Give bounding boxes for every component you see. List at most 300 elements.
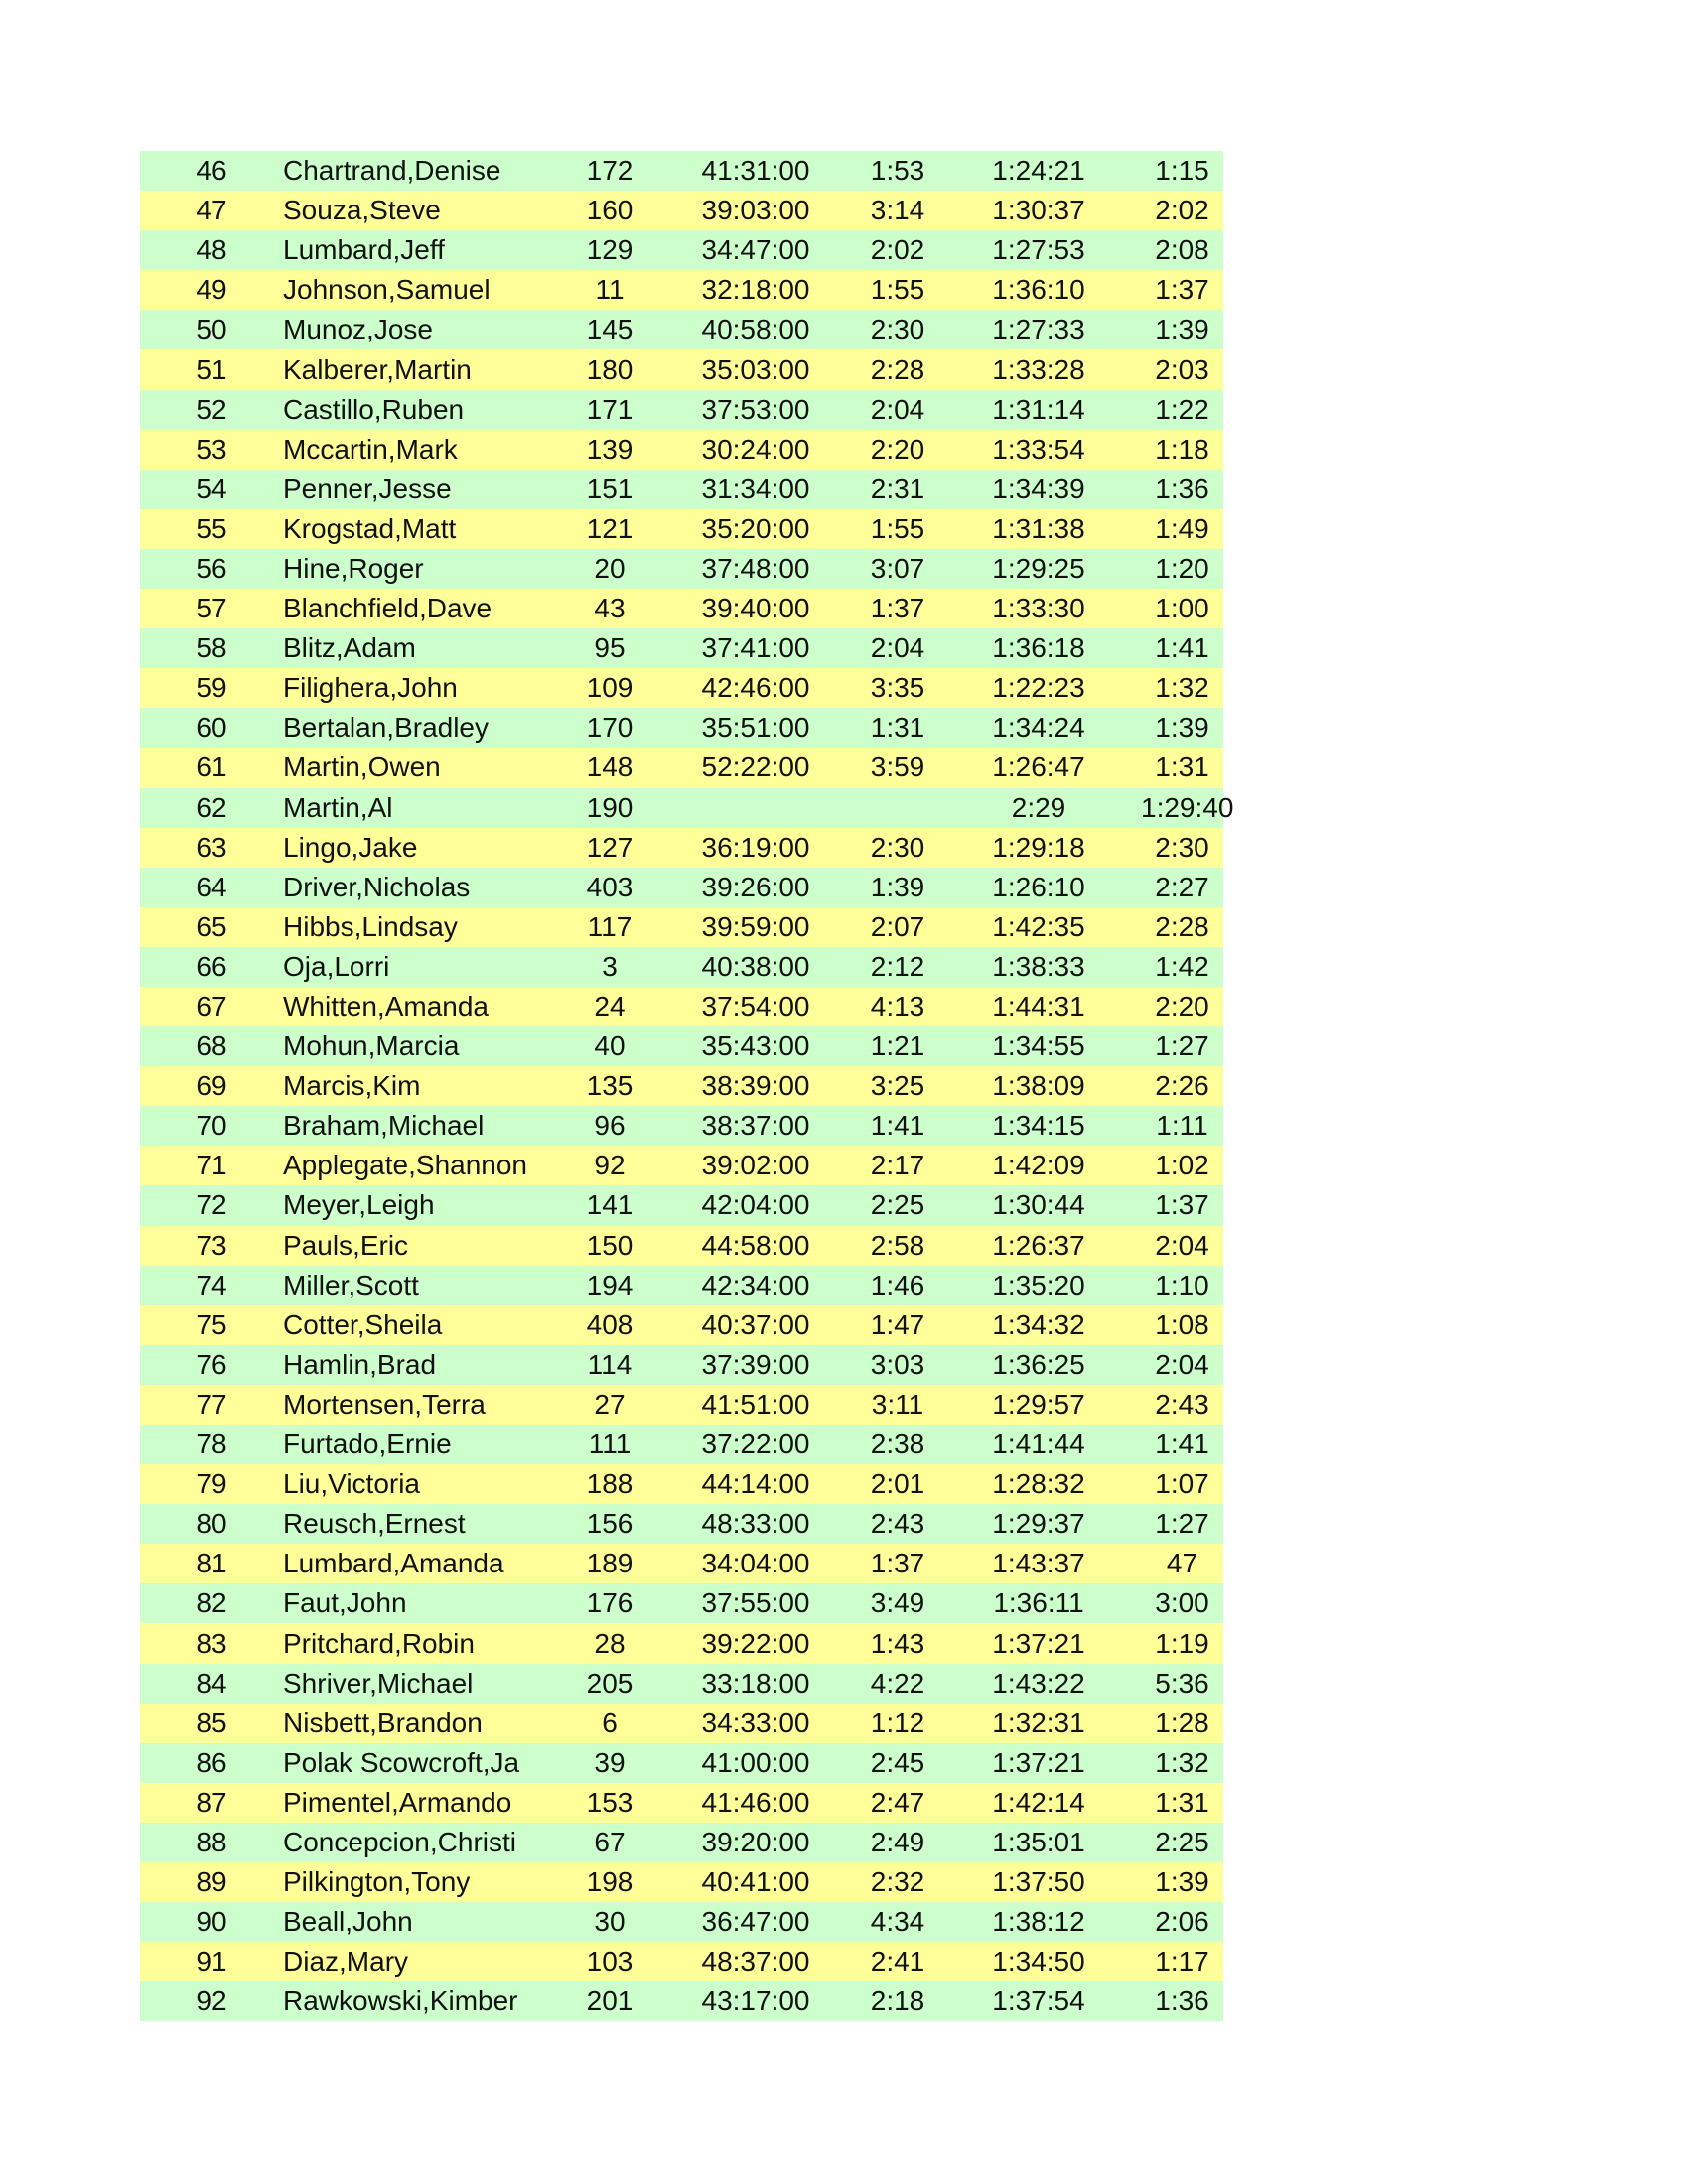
time-1-cell: 42:46:00 <box>701 672 810 704</box>
time-2-cell: 3:03 <box>870 1348 925 1380</box>
time-2-cell: 2:31 <box>870 473 925 504</box>
time-3-cell: 1:30:44 <box>992 1189 1085 1221</box>
time-3-cell: 1:43:22 <box>992 1667 1085 1699</box>
table-row <box>140 1743 1223 1783</box>
table-row <box>140 1942 1223 1981</box>
time-4-cell: 2:06 <box>1155 1906 1209 1938</box>
time-4-cell: 1:10 <box>1155 1269 1209 1300</box>
time-2-cell: 1:55 <box>870 274 925 306</box>
table-row <box>140 1583 1223 1623</box>
name-cell: Castillo,Ruben <box>283 393 465 425</box>
bib-cell: 96 <box>594 1110 626 1142</box>
time-4-cell: 1:27 <box>1155 1508 1209 1540</box>
time-1-cell: 35:43:00 <box>701 1030 810 1062</box>
time-3-cell: 1:36:10 <box>992 274 1085 306</box>
time-3-cell: 1:44:31 <box>992 991 1085 1023</box>
place-cell: 64 <box>196 871 227 902</box>
time-3-cell: 1:22:23 <box>992 672 1085 704</box>
time-4-cell: 2:04 <box>1155 1348 1209 1380</box>
name-cell: Mohun,Marcia <box>283 1030 460 1062</box>
place-cell: 47 <box>196 195 227 226</box>
name-cell: Mortensen,Terra <box>283 1388 486 1420</box>
place-cell: 82 <box>196 1587 227 1619</box>
table-row <box>140 1623 1223 1663</box>
time-4-cell: 1:11 <box>1156 1110 1208 1142</box>
bib-cell: 114 <box>587 1348 633 1380</box>
name-cell: Hamlin,Brad <box>283 1348 437 1380</box>
time-1-cell: 37:53:00 <box>701 393 810 425</box>
time-4-cell: 1:02 <box>1155 1150 1209 1181</box>
time-1-cell: 40:38:00 <box>701 950 810 982</box>
table-row <box>140 708 1223 748</box>
time-2-cell: 2:18 <box>870 1985 925 2017</box>
time-3-cell: 1:31:14 <box>992 393 1085 425</box>
table-row <box>140 1425 1223 1464</box>
table-row <box>140 1146 1223 1185</box>
bib-cell: 27 <box>594 1388 626 1420</box>
time-3-cell: 1:29:37 <box>992 1508 1085 1540</box>
time-1-cell: 32:18:00 <box>701 274 810 306</box>
name-cell: Martin,Al <box>283 791 393 823</box>
time-2-cell: 2:32 <box>870 1866 925 1898</box>
table-row <box>140 430 1223 470</box>
time-4-cell: 1:31 <box>1155 751 1209 783</box>
time-4-cell: 1:37 <box>1155 1189 1209 1221</box>
time-4-cell: 1:39 <box>1155 1866 1209 1898</box>
time-4-cell: 1:37 <box>1155 274 1209 306</box>
place-cell: 58 <box>196 632 227 664</box>
time-1-cell: 36:19:00 <box>701 831 810 863</box>
time-3-cell: 1:29:25 <box>992 552 1085 584</box>
bib-cell: 153 <box>586 1786 633 1818</box>
time-3-cell: 1:38:09 <box>992 1070 1085 1102</box>
time-2-cell: 1:12 <box>870 1706 925 1738</box>
name-cell: Concepcion,Christi <box>283 1826 516 1857</box>
time-3-cell: 1:36:18 <box>992 632 1085 664</box>
place-cell: 78 <box>196 1429 227 1460</box>
time-2-cell: 1:41 <box>870 1110 925 1142</box>
name-cell: Miller,Scott <box>283 1269 419 1300</box>
time-2-cell: 1:55 <box>870 512 925 544</box>
bib-cell: 190 <box>586 791 633 823</box>
time-3-cell: 1:35:20 <box>992 1269 1085 1300</box>
time-2-cell: 2:04 <box>870 632 925 664</box>
time-3-cell: 1:42:35 <box>992 910 1085 942</box>
time-2-cell: 2:17 <box>870 1150 925 1181</box>
place-cell: 60 <box>196 712 227 744</box>
bib-cell: 111 <box>588 1429 632 1460</box>
time-2-cell: 1:37 <box>870 1548 925 1579</box>
bib-cell: 28 <box>594 1627 626 1659</box>
time-1-cell: 41:31:00 <box>701 155 810 187</box>
table-row <box>140 788 1223 828</box>
time-1-cell: 39:59:00 <box>701 910 810 942</box>
time-3-cell: 1:32:31 <box>992 1706 1085 1738</box>
bib-cell: 11 <box>595 274 625 306</box>
time-3-cell: 1:37:21 <box>992 1746 1085 1778</box>
bib-cell: 30 <box>594 1906 626 1938</box>
time-4-cell: 1:29:40 <box>1141 791 1234 823</box>
time-4-cell: 1:07 <box>1155 1468 1209 1500</box>
bib-cell: 43 <box>594 593 626 624</box>
time-3-cell: 2:29 <box>1011 791 1066 823</box>
name-cell: Lumbard,Amanda <box>283 1548 504 1579</box>
name-cell: Blanchfield,Dave <box>283 593 492 624</box>
name-cell: Penner,Jesse <box>283 473 452 504</box>
place-cell: 53 <box>196 433 227 465</box>
time-4-cell: 1:19 <box>1155 1627 1209 1659</box>
time-1-cell: 38:39:00 <box>701 1070 810 1102</box>
time-2-cell: 2:01 <box>870 1468 925 1500</box>
bib-cell: 40 <box>594 1030 626 1062</box>
table-row <box>140 509 1223 549</box>
time-2-cell: 3:49 <box>870 1587 925 1619</box>
time-4-cell: 1:08 <box>1155 1308 1209 1340</box>
name-cell: Hibbs,Lindsay <box>283 910 458 942</box>
bib-cell: 160 <box>586 195 633 226</box>
time-1-cell: 39:02:00 <box>701 1150 810 1181</box>
bib-cell: 170 <box>586 712 633 744</box>
place-cell: 88 <box>196 1826 227 1857</box>
results-table-body <box>140 151 1234 2021</box>
table-row <box>140 1385 1223 1425</box>
time-3-cell: 1:41:44 <box>992 1429 1085 1460</box>
name-cell: Filighera,John <box>283 672 458 704</box>
table-row <box>140 947 1223 987</box>
time-2-cell: 4:22 <box>870 1667 925 1699</box>
time-2-cell: 2:49 <box>870 1826 925 1857</box>
time-1-cell: 43:17:00 <box>701 1985 810 2017</box>
time-2-cell: 1:43 <box>870 1627 925 1659</box>
bib-cell: 180 <box>586 353 633 385</box>
time-2-cell: 2:41 <box>870 1946 925 1978</box>
name-cell: Blitz,Adam <box>283 632 416 664</box>
place-cell: 66 <box>196 950 227 982</box>
name-cell: Meyer,Leigh <box>283 1189 435 1221</box>
bib-cell: 205 <box>586 1667 633 1699</box>
name-cell: Polak Scowcroft,Ja <box>283 1746 520 1778</box>
time-1-cell: 33:18:00 <box>701 1667 810 1699</box>
time-2-cell: 2:43 <box>870 1508 925 1540</box>
time-1-cell: 41:46:00 <box>701 1786 810 1818</box>
bib-cell: 176 <box>586 1587 633 1619</box>
name-cell: Shriver,Michael <box>283 1667 474 1699</box>
time-4-cell: 1:32 <box>1155 1746 1209 1778</box>
time-3-cell: 1:33:54 <box>992 433 1085 465</box>
name-cell: Krogstad,Matt <box>283 512 457 544</box>
time-3-cell: 1:31:38 <box>992 512 1085 544</box>
time-1-cell: 40:58:00 <box>701 314 810 345</box>
bib-cell: 198 <box>586 1866 633 1898</box>
table-row <box>140 1664 1223 1704</box>
place-cell: 65 <box>196 910 227 942</box>
table-row <box>140 270 1223 310</box>
time-4-cell: 1:00 <box>1155 593 1209 624</box>
name-cell: Pauls,Eric <box>283 1229 409 1261</box>
name-cell: Lumbard,Jeff <box>283 234 445 266</box>
place-cell: 83 <box>196 1627 227 1659</box>
time-3-cell: 1:26:37 <box>992 1229 1085 1261</box>
time-4-cell: 1:15 <box>1155 155 1209 187</box>
name-cell: Martin,Owen <box>283 751 441 783</box>
table-row <box>140 390 1223 430</box>
time-3-cell: 1:27:53 <box>992 234 1085 266</box>
table-row <box>140 349 1223 389</box>
time-4-cell: 2:08 <box>1155 234 1209 266</box>
bib-cell: 117 <box>587 910 633 942</box>
bib-cell: 150 <box>586 1229 633 1261</box>
time-4-cell: 1:39 <box>1155 314 1209 345</box>
time-2-cell: 3:59 <box>870 751 925 783</box>
time-2-cell: 1:39 <box>870 871 925 902</box>
time-2-cell: 2:45 <box>870 1746 925 1778</box>
time-1-cell: 39:22:00 <box>701 1627 810 1659</box>
bib-cell: 127 <box>586 831 633 863</box>
time-2-cell: 2:30 <box>870 314 925 345</box>
time-4-cell: 47 <box>1166 1548 1198 1579</box>
time-2-cell: 2:20 <box>870 433 925 465</box>
time-1-cell: 41:51:00 <box>701 1388 810 1420</box>
table-row <box>140 1185 1223 1225</box>
time-3-cell: 1:29:57 <box>992 1388 1085 1420</box>
name-cell: Driver,Nicholas <box>283 871 471 902</box>
time-1-cell: 39:40:00 <box>701 593 810 624</box>
time-2-cell <box>859 788 936 828</box>
name-cell: Rawkowski,Kimber <box>283 1985 518 2017</box>
time-4-cell: 1:32 <box>1155 672 1209 704</box>
time-1-cell: 39:20:00 <box>701 1826 810 1857</box>
time-2-cell: 1:21 <box>870 1030 925 1062</box>
time-4-cell: 1:42 <box>1155 950 1209 982</box>
table-row <box>140 1305 1223 1345</box>
time-4-cell: 2:43 <box>1155 1388 1209 1420</box>
name-cell: Oja,Lorri <box>283 950 390 982</box>
time-3-cell: 1:34:55 <box>992 1030 1085 1062</box>
time-2-cell: 1:46 <box>870 1269 925 1300</box>
time-3-cell: 1:43:37 <box>992 1548 1085 1579</box>
place-cell: 67 <box>196 991 227 1023</box>
time-1-cell: 37:41:00 <box>701 632 810 664</box>
time-1-cell: 35:20:00 <box>701 512 810 544</box>
table-row <box>140 230 1223 270</box>
name-cell: Munoz,Jose <box>283 314 433 345</box>
table-row <box>140 589 1223 628</box>
place-cell: 72 <box>196 1189 227 1221</box>
time-3-cell: 1:29:18 <box>992 831 1085 863</box>
time-4-cell: 1:27 <box>1155 1030 1209 1062</box>
table-row <box>140 987 1223 1026</box>
results-table <box>140 151 1234 2021</box>
name-cell: Johnson,Samuel <box>283 274 491 306</box>
time-3-cell: 1:24:21 <box>992 155 1085 187</box>
time-2-cell: 1:47 <box>870 1308 925 1340</box>
table-row <box>140 828 1223 868</box>
time-2-cell: 3:14 <box>870 195 925 226</box>
place-cell: 77 <box>196 1388 227 1420</box>
place-cell: 86 <box>196 1746 227 1778</box>
time-1-cell: 40:37:00 <box>701 1308 810 1340</box>
time-1-cell: 48:37:00 <box>701 1946 810 1978</box>
time-1-cell: 44:14:00 <box>701 1468 810 1500</box>
bib-cell: 151 <box>586 473 633 504</box>
bib-cell: 188 <box>586 1468 633 1500</box>
table-row <box>140 1066 1223 1106</box>
table-row <box>140 1544 1223 1583</box>
bib-cell: 201 <box>586 1985 633 2017</box>
time-4-cell: 1:17 <box>1155 1946 1209 1978</box>
time-4-cell: 2:27 <box>1155 871 1209 902</box>
time-1-cell: 44:58:00 <box>701 1229 810 1261</box>
time-2-cell: 3:07 <box>870 552 925 584</box>
table-row <box>140 1345 1223 1385</box>
time-3-cell: 1:37:50 <box>992 1866 1085 1898</box>
time-1-cell: 52:22:00 <box>701 751 810 783</box>
place-cell: 56 <box>196 552 227 584</box>
time-1-cell: 36:47:00 <box>701 1906 810 1938</box>
place-cell: 84 <box>196 1667 227 1699</box>
time-3-cell: 1:34:50 <box>992 1946 1085 1978</box>
place-cell: 87 <box>196 1786 227 1818</box>
bib-cell: 67 <box>594 1826 626 1857</box>
time-4-cell: 2:20 <box>1155 991 1209 1023</box>
time-1-cell: 38:37:00 <box>701 1110 810 1142</box>
place-cell: 55 <box>196 512 227 544</box>
bib-cell: 24 <box>594 991 626 1023</box>
place-cell: 63 <box>196 831 227 863</box>
time-3-cell: 1:34:39 <box>992 473 1085 504</box>
name-cell: Pilkington,Tony <box>283 1866 471 1898</box>
time-1-cell: 35:03:00 <box>701 353 810 385</box>
time-3-cell: 1:37:21 <box>992 1627 1085 1659</box>
place-cell: 81 <box>196 1548 227 1579</box>
time-3-cell: 1:36:11 <box>993 1587 1084 1619</box>
table-row <box>140 1106 1223 1146</box>
time-4-cell: 1:28 <box>1155 1706 1209 1738</box>
place-cell: 80 <box>196 1508 227 1540</box>
bib-cell: 3 <box>602 950 618 982</box>
time-4-cell: 1:20 <box>1155 552 1209 584</box>
time-2-cell: 1:31 <box>870 712 925 744</box>
time-4-cell: 3:00 <box>1155 1587 1209 1619</box>
place-cell: 90 <box>196 1906 227 1938</box>
place-cell: 50 <box>196 314 227 345</box>
place-cell: 51 <box>196 353 227 385</box>
time-1-cell: 42:04:00 <box>701 1189 810 1221</box>
time-2-cell: 3:35 <box>870 672 925 704</box>
time-1-cell: 35:51:00 <box>701 712 810 744</box>
time-4-cell: 1:31 <box>1155 1786 1209 1818</box>
table-row <box>140 1981 1223 2021</box>
table-row <box>140 1504 1223 1544</box>
bib-cell: 172 <box>586 155 633 187</box>
time-3-cell: 1:33:28 <box>992 353 1085 385</box>
time-2-cell: 2:30 <box>870 831 925 863</box>
time-2-cell: 3:25 <box>870 1070 925 1102</box>
bib-cell: 6 <box>602 1706 618 1738</box>
bib-cell: 403 <box>586 871 633 902</box>
bib-cell: 95 <box>594 632 626 664</box>
table-row <box>140 1226 1223 1266</box>
time-4-cell: 2:04 <box>1155 1229 1209 1261</box>
name-cell: Nisbett,Brandon <box>283 1706 483 1738</box>
time-4-cell: 1:41 <box>1155 632 1209 664</box>
time-4-cell: 1:49 <box>1155 512 1209 544</box>
bib-cell: 109 <box>586 672 633 704</box>
time-3-cell: 1:42:14 <box>992 1786 1085 1818</box>
time-3-cell: 1:34:32 <box>992 1308 1085 1340</box>
time-3-cell: 1:35:01 <box>992 1826 1085 1857</box>
time-1-cell: 37:22:00 <box>701 1429 810 1460</box>
table-row <box>140 1464 1223 1504</box>
time-1-cell: 34:33:00 <box>701 1706 810 1738</box>
time-4-cell: 2:03 <box>1155 353 1209 385</box>
place-cell: 89 <box>196 1866 227 1898</box>
time-4-cell: 1:39 <box>1155 712 1209 744</box>
name-cell: Bertalan,Bradley <box>283 712 490 744</box>
place-cell: 71 <box>196 1150 227 1181</box>
name-cell: Lingo,Jake <box>283 831 418 863</box>
bib-cell: 20 <box>594 552 626 584</box>
place-cell: 54 <box>196 473 227 504</box>
table-row <box>140 1026 1223 1066</box>
time-1-cell: 40:41:00 <box>701 1866 810 1898</box>
name-cell: Pimentel,Armando <box>283 1786 512 1818</box>
place-cell: 91 <box>196 1946 227 1978</box>
name-cell: Applegate,Shannon <box>283 1150 527 1181</box>
time-4-cell: 2:02 <box>1155 195 1209 226</box>
time-4-cell: 1:22 <box>1155 393 1209 425</box>
table-row <box>140 1823 1223 1862</box>
time-1-cell: 37:48:00 <box>701 552 810 584</box>
bib-cell: 103 <box>586 1946 633 1978</box>
table-row <box>140 1266 1223 1305</box>
place-cell: 76 <box>196 1348 227 1380</box>
time-4-cell: 1:18 <box>1155 433 1209 465</box>
time-1-cell: 37:54:00 <box>701 991 810 1023</box>
name-cell: Chartrand,Denise <box>283 155 501 187</box>
name-cell: Liu,Victoria <box>283 1468 421 1500</box>
time-4-cell: 1:36 <box>1155 473 1209 504</box>
time-2-cell: 3:11 <box>871 1388 924 1420</box>
table-row <box>140 151 1223 191</box>
bib-cell: 408 <box>586 1308 633 1340</box>
bib-cell: 189 <box>586 1548 633 1579</box>
name-cell: Furtado,Ernie <box>283 1429 452 1460</box>
place-cell: 48 <box>196 234 227 266</box>
place-cell: 70 <box>196 1110 227 1142</box>
name-cell: Whitten,Amanda <box>283 991 489 1023</box>
table-row <box>140 628 1223 668</box>
time-2-cell: 2:12 <box>870 950 925 982</box>
time-2-cell: 2:58 <box>870 1229 925 1261</box>
bib-cell: 171 <box>586 393 633 425</box>
time-3-cell: 1:30:37 <box>992 195 1085 226</box>
time-4-cell: 2:26 <box>1155 1070 1209 1102</box>
name-cell: Reusch,Ernest <box>283 1508 466 1540</box>
table-row <box>140 549 1223 589</box>
name-cell: Marcis,Kim <box>283 1070 421 1102</box>
name-cell: Cotter,Sheila <box>283 1308 443 1340</box>
table-row <box>140 470 1223 509</box>
name-cell: Pritchard,Robin <box>283 1627 475 1659</box>
time-3-cell: 1:34:24 <box>992 712 1085 744</box>
bib-cell: 139 <box>586 433 633 465</box>
time-4-cell: 1:41 <box>1155 1429 1209 1460</box>
bib-cell: 121 <box>586 512 633 544</box>
table-row <box>140 748 1223 787</box>
time-2-cell: 2:04 <box>870 393 925 425</box>
time-1-cell <box>652 788 859 828</box>
